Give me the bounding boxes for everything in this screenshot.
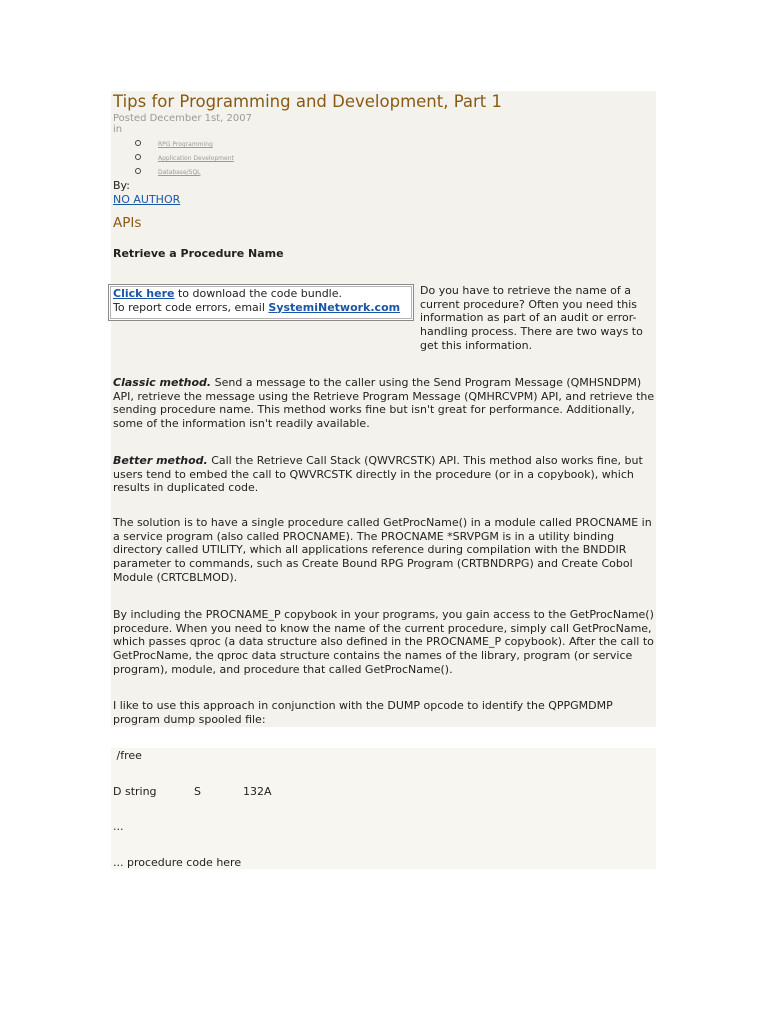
- classic-method-body: Send a message to the caller using the Send Program Message (QMHSNDPM) API, retrieve the message using the Retrieve Program Message (QMHRCVPM) API, and retrieve the sending procedure name. This method works fine but isn't great for performance. Additionally, some of the information isn't readily available.: [113, 376, 655, 431]
- download-box: [108, 284, 414, 321]
- bullet-icon: [135, 140, 141, 146]
- code-line-free: /free: [113, 749, 142, 762]
- classic-method-paragraph: [113, 376, 656, 431]
- report-line: [113, 301, 409, 315]
- by-label: By:: [113, 179, 130, 192]
- including-paragraph: By including the PROCNAME_P copybook in your programs, you gain access to the GetProcName() procedure. When you need to know the name of the current procedure, simply call GetProcName, which passes qproc (a data structure also defined in the PROCNAME_P copybook). After the call to GetProcName, the qproc data structure contains the names of the library, program (or service program), module, and procedure that called GetProcName().: [113, 608, 654, 676]
- code-line-dspec-type: S: [194, 785, 201, 798]
- author-link[interactable]: NO AUTHOR: [113, 193, 181, 206]
- code-block: [111, 748, 656, 869]
- code-line-dspec: D string: [113, 785, 157, 798]
- bullet-icon: [135, 168, 141, 174]
- article-title: Tips for Programming and Development, Part 1: [113, 92, 503, 111]
- download-line: [113, 287, 409, 301]
- intro-text: Do you have to retrieve the name of a current procedure? Often you need this information as part of an audit or error-handling process. There are two ways to get this information.: [420, 284, 643, 352]
- report-text: To report code errors, email: [113, 300, 269, 314]
- approach-paragraph: I like to use this approach in conjunction with the DUMP opcode to identify the QPPGMDMP program dump spooled file:: [113, 699, 613, 726]
- email-link[interactable]: SystemiNetwork.com: [268, 300, 401, 314]
- subheading: Retrieve a Procedure Name: [113, 247, 284, 260]
- bullet-icon: [135, 154, 141, 160]
- posted-date: Posted December 1st, 2007: [113, 113, 252, 124]
- code-line-ellipsis: ...: [113, 820, 124, 833]
- category-link-rpg[interactable]: RPG Programming: [158, 141, 213, 148]
- better-method-paragraph: [113, 454, 656, 495]
- better-method-lead: Better method.: [113, 454, 208, 467]
- click-here-link[interactable]: Click here: [113, 287, 175, 300]
- better-method-body: Call the Retrieve Call Stack (QWVRCSTK) API. This method also works fine, but users tend to embed the call to QWVRCSTK directly in the procedure (or in a copybook), which results in duplicated code.: [113, 454, 643, 495]
- code-line-dspec-length: 132A: [243, 785, 272, 798]
- in-label: in: [113, 124, 123, 135]
- category-link-appdev[interactable]: Application Development: [158, 155, 234, 162]
- classic-method-lead: Classic method.: [113, 376, 212, 389]
- download-box-inner: [110, 286, 412, 319]
- code-line-procedure: ... procedure code here: [113, 856, 242, 869]
- section-heading: APIs: [113, 215, 142, 231]
- download-text: to download the code bundle.: [174, 287, 342, 300]
- category-link-database[interactable]: Database/SQL: [158, 169, 201, 176]
- solution-paragraph: The solution is to have a single procedure called GetProcName() in a module called PROCNAME in a service program (also called PROCNAME). The PROCNAME *SRVPGM is in a utility binding directory called UTILITY, which all applications reference during compilation with the BNDDIR parameter to commands, such as Create Bound RPG Program (CRTBNDRPG) and Create Cobol Module (CRTCBLMOD).: [113, 516, 652, 584]
